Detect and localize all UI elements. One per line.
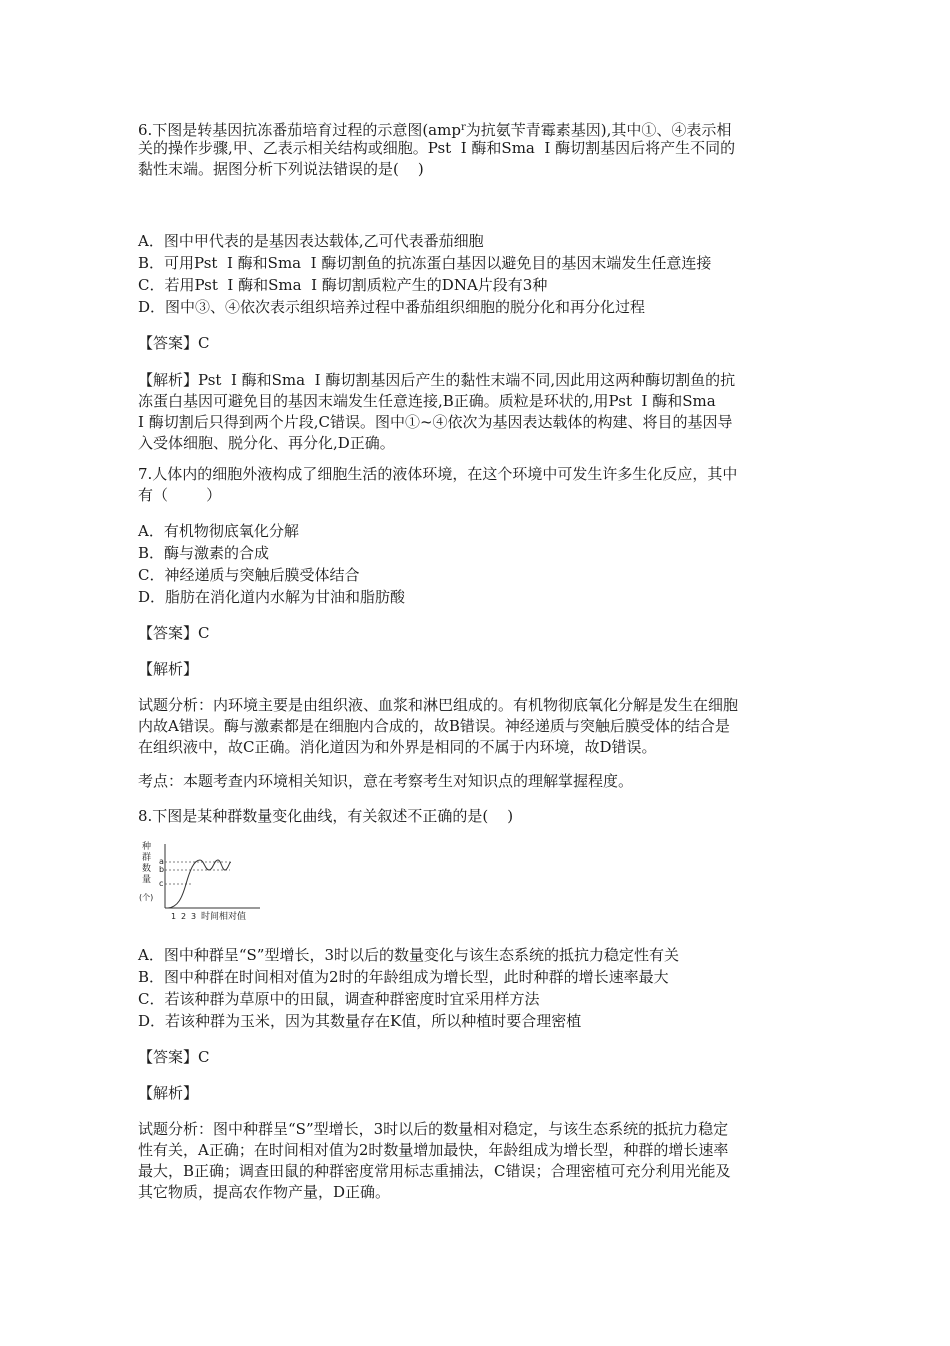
q7-kaodian: 考点：本题考查内环境相关知识，意在考察考生对知识点的理解掌握程度。 [138,772,634,790]
q8-option-d: D．若该种群为玉米，因为其数量存在K值，所以种植时要合理密植 [138,1012,582,1030]
q7-analysis-label: 【解析】 [138,660,199,678]
q8-option-a: A．图中种群呈“S”型增长，3时以后的数量变化与该生态系统的抵抗力稳定性有关 [138,946,679,964]
level-c-label: c [159,879,164,888]
q8-analysis-line-3: 最大，B正确；调查田鼠的种群密度常用标志重捕法，C错误；合理密植可充分利用光能及 [138,1162,731,1180]
q8-answer: 【答案】C [138,1048,210,1066]
figure-ylabel-3: 数 [142,864,152,874]
q8-analysis-line-1: 试题分析：图中种群呈“S”型增长，3时以后的数量相对稳定，与该生态系统的抵抗力稳定 [138,1120,729,1138]
figure-ylabel-4: 量 [142,875,152,885]
q8-stem: 8.下图是某种群数量变化曲线，有关叙述不正确的是( ) [138,807,514,825]
x-tick-1: 1 [171,912,177,921]
q6-analysis-line-3: Ⅰ 酶切割后只得到两个片段,C错误。图中①~④依次为基因表达载体的构建、将目的基因导 [138,413,733,431]
figure-ylabel-5: (个) [139,893,154,902]
q7-stem-line-1: 7.人体内的细胞外液构成了细胞生活的液体环境，在这个环境中可发生许多生化反应，其中 [138,465,738,483]
q7-stem-line-2: 有（ ） [138,486,222,504]
population-growth-figure [138,838,278,930]
figure-ylabel-1: 种 [142,842,152,852]
q6-stem-text-b: 为抗氨苄青霉素基因),其中①、④表示相 [465,121,732,139]
q7-analysis-line-2: 内故A错误。酶与激素都是在细胞内合成的，故B错误。神经递质与突触后膜受体的结合是 [138,717,730,735]
q7-option-c: C．神经递质与突触后膜受体结合 [138,566,360,584]
x-tick-2: 2 [181,912,187,921]
q6-stem-line-2: 关的操作步骤,甲、乙表示相关结构或细胞。Pst Ⅰ 酶和Sma Ⅰ 酶切割基因后将产生不同的 [138,139,736,157]
q6-stem-text-a: 6.下图是转基因抗冻番茄培育过程的示意图(amp [138,121,461,139]
q8-analysis-label: 【解析】 [138,1084,199,1102]
q8-analysis-line-2: 性有关，A正确；在时间相对值为2时数量增加最快，年龄组成为增长型，种群的增长速率 [138,1141,729,1159]
q8-option-c: C．若该种群为草原中的田鼠，调查种群密度时宜采用样方法 [138,990,540,1008]
q6-answer: 【答案】C [138,334,210,352]
q6-analysis-line-2: 冻蛋白基因可避免目的基因末端发生任意连接,B正确。质粒是环状的,用Pst Ⅰ 酶和Sma [138,392,716,410]
q7-option-b: B．酶与激素的合成 [138,544,270,562]
q6-analysis-line-4: 入受体细胞、脱分化、再分化,D正确。 [138,434,395,452]
q6-analysis-line-1: 【解析】Pst Ⅰ 酶和Sma Ⅰ 酶切割基因后产生的黏性末端不同,因此用这两种酶切割鱼的抗 [138,371,736,389]
q6-stem-superscript: r [460,122,466,133]
x-axis-label: 时间相对值 [201,912,247,922]
figure-ylabel-2: 群 [142,853,152,863]
q7-option-d: D．脂肪在消化道内水解为甘油和脂肪酸 [138,588,406,606]
q6-option-b: B．可用Pst Ⅰ 酶和Sma Ⅰ 酶切割鱼的抗冻蛋白基因以避免目的基因末端发生任意连接 [138,254,712,272]
x-tick-3: 3 [191,912,197,921]
q7-option-a: A．有机物彻底氧化分解 [138,522,299,540]
q7-answer: 【答案】C [138,624,210,642]
level-a-label: a [159,857,164,866]
q8-option-b: B．图中种群在时间相对值为2时的年龄组成为增长型，此时种群的增长速率最大 [138,968,669,986]
level-b-label: b [159,865,165,874]
q7-analysis-line-3: 在组织液中，故C正确。消化道因为和外界是相同的不属于内环境，故D错误。 [138,738,657,756]
q7-analysis-line-1: 试题分析：内环境主要是由组织液、血浆和淋巴组成的。有机物彻底氧化分解是发生在细胞 [138,696,739,714]
q6-stem-line-3: 黏性末端。据图分析下列说法错误的是( ) [138,160,424,178]
q8-analysis-line-4: 其它物质，提高农作物产量，D正确。 [138,1183,391,1201]
q6-option-d: D．图中③、④依次表示组织培养过程中番茄组织细胞的脱分化和再分化过程 [138,298,646,316]
q6-option-a: A．图中甲代表的是基因表达载体,乙可代表番茄细胞 [138,232,484,250]
q6-option-c: C．若用Pst Ⅰ 酶和Sma Ⅰ 酶切割质粒产生的DNA片段有3种 [138,276,548,294]
